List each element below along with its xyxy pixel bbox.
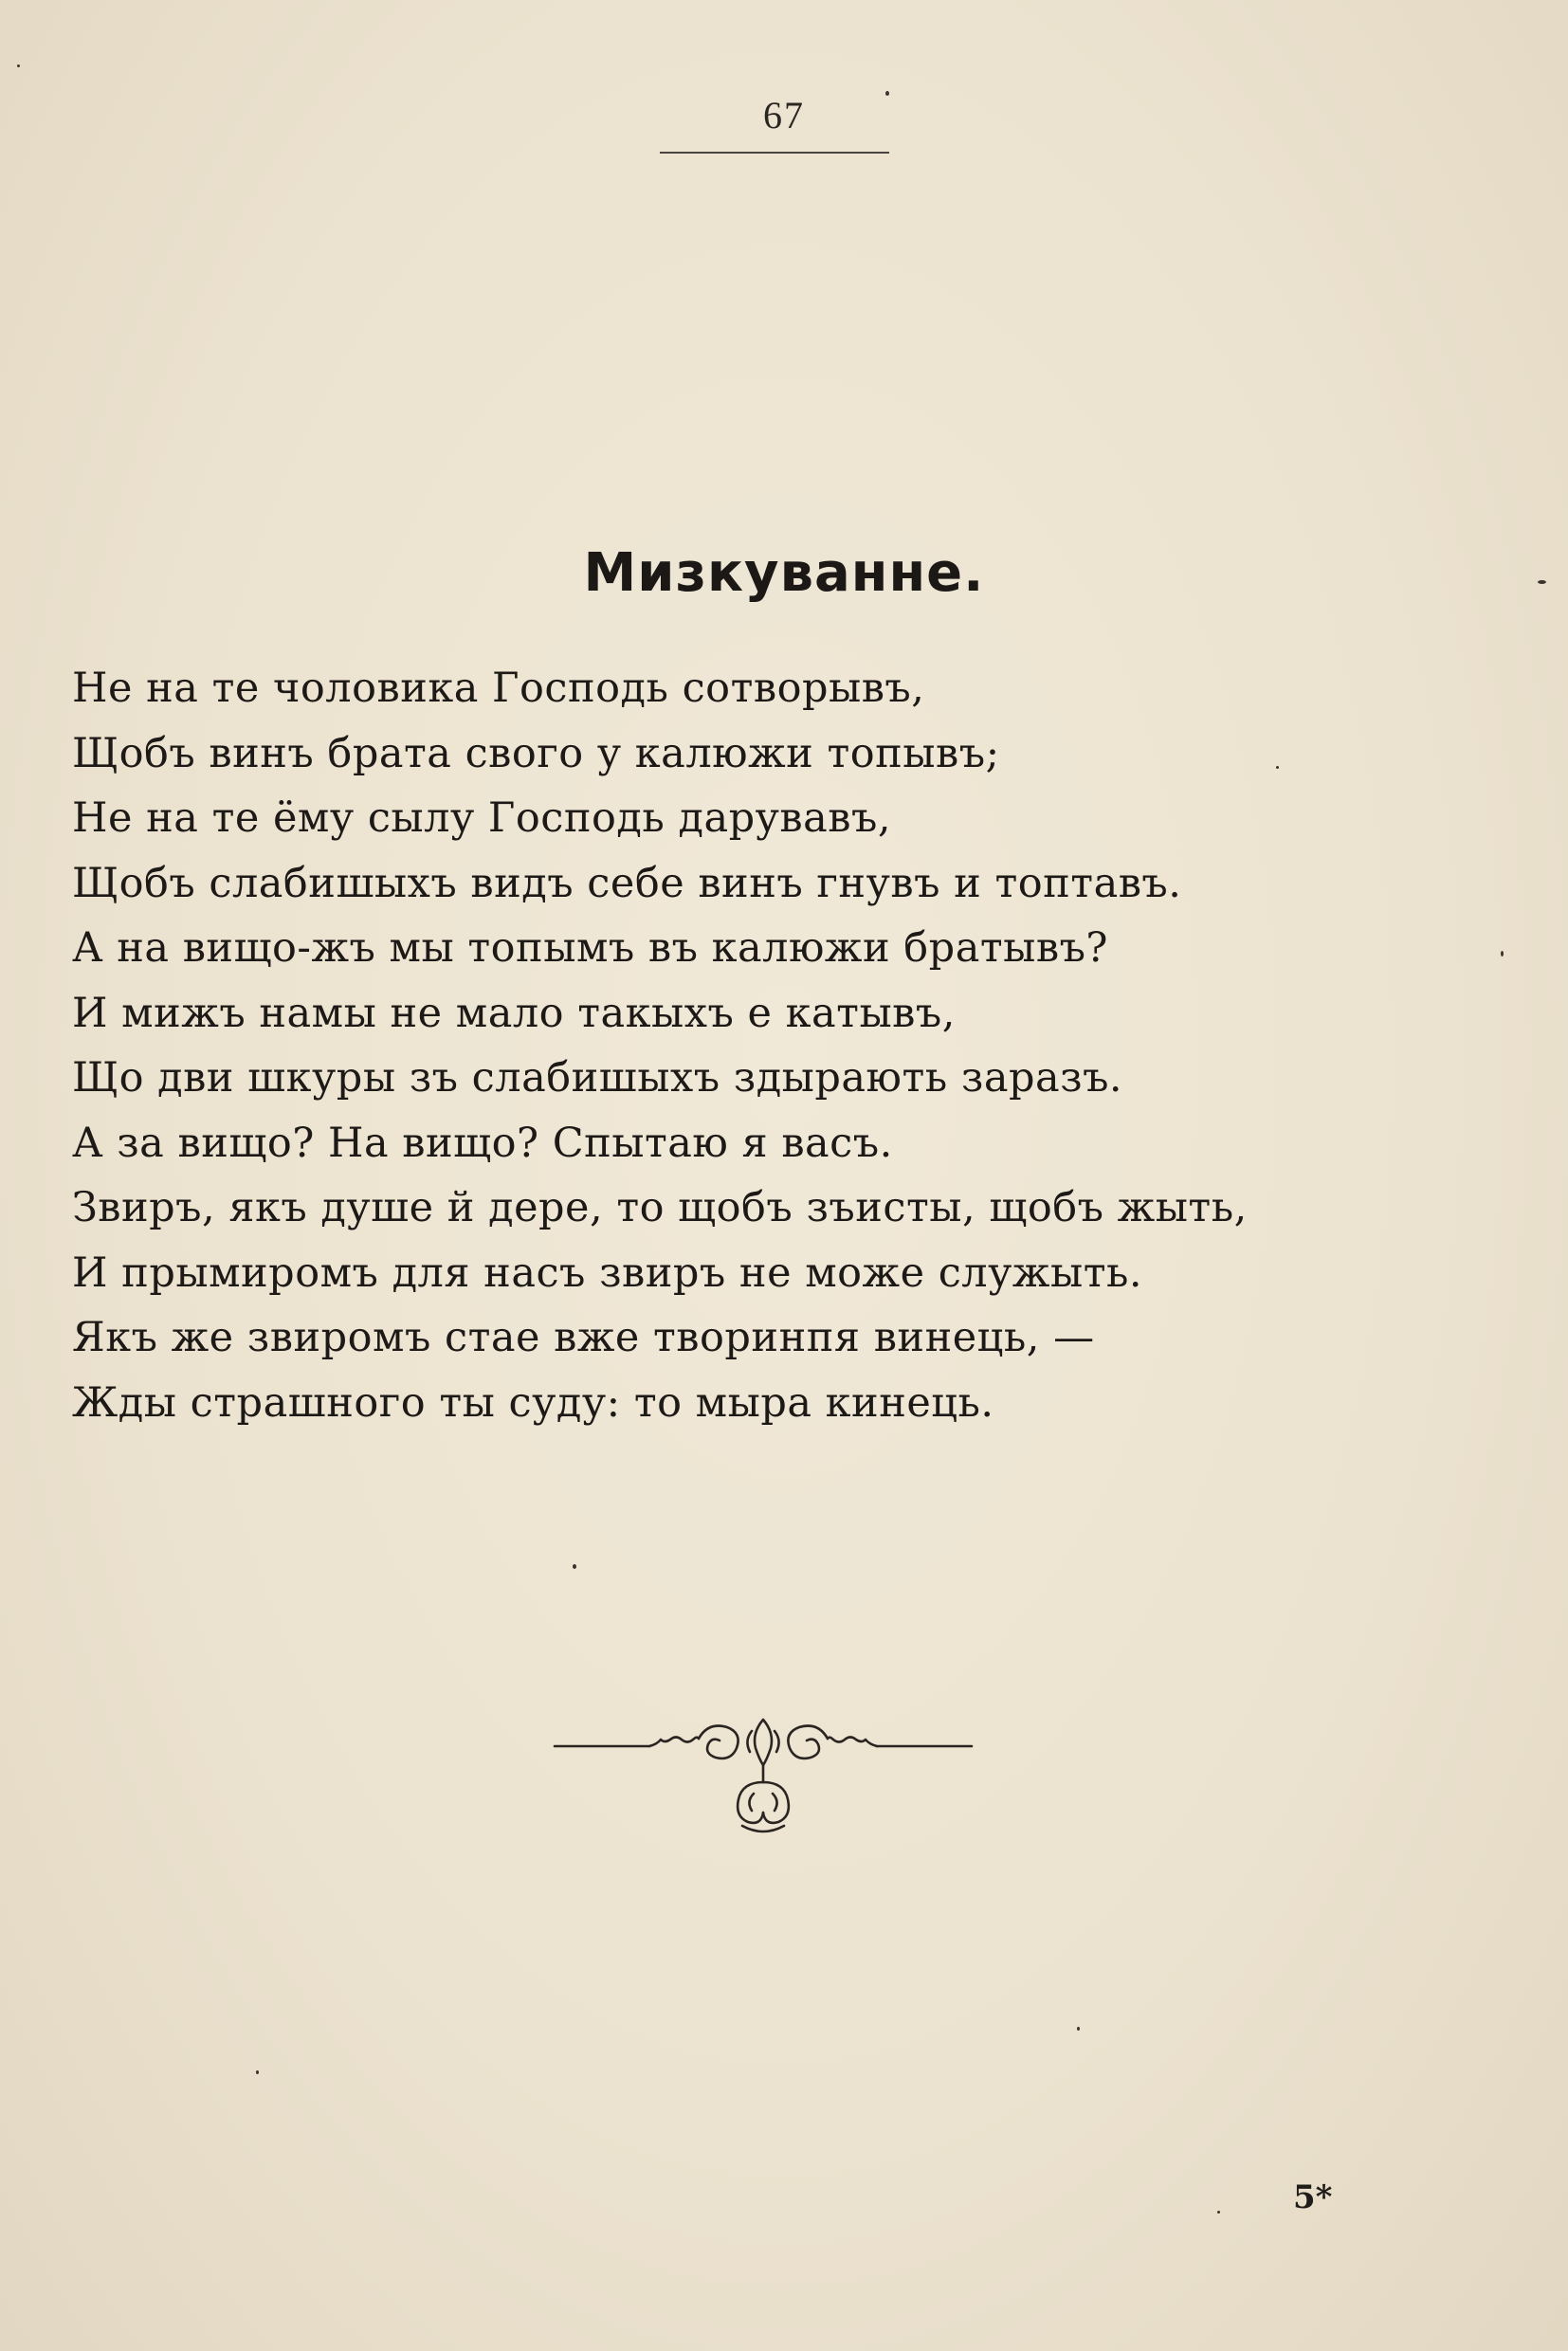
signature-mark: 5* xyxy=(1293,2178,1333,2216)
paper-speck xyxy=(256,2070,259,2074)
poem-line: И прымиромъ для насъ звиръ не може служыть. xyxy=(72,1248,1143,1297)
paper-speck xyxy=(17,64,20,67)
poem-body xyxy=(72,656,1494,1435)
poem-line: Щобъ винъ брата свого у калюжи топывъ; xyxy=(72,729,1000,777)
poem-line: И мижъ намы не мало такыхъ е катывъ, xyxy=(72,989,956,1037)
paper-speck xyxy=(1538,580,1546,584)
header-rule xyxy=(660,152,889,154)
poem-line: А на вищо-жъ мы топымъ въ калюжи братывъ? xyxy=(72,924,1108,972)
page-number: 67 xyxy=(763,94,805,137)
poem-line: Щобъ слабишыхъ видъ себе винъ гнувъ и топтавъ. xyxy=(72,859,1182,907)
scroll-flourish-icon xyxy=(553,1714,974,1856)
paper-speck xyxy=(885,91,889,96)
poem-line: Не на те ёму сылу Господь дарувавъ, xyxy=(72,794,891,842)
paper-speck xyxy=(1276,766,1279,769)
paper-speck xyxy=(573,1564,576,1569)
paper-speck xyxy=(1217,2211,1220,2214)
poem-line: Що дви шкуры зъ слабишыхъ здырають заразъ. xyxy=(72,1054,1123,1102)
poem-line: А за вищо? На вищо? Спытаю я васъ. xyxy=(72,1119,893,1167)
poem-line: Звиръ, якъ душе й дере, то щобъ зъисты, щобъ жыть, xyxy=(72,1184,1248,1231)
paper-speck xyxy=(1077,2027,1080,2031)
poem-line: Жды страшного ты суду: то мыра кинець. xyxy=(72,1378,994,1427)
poem-line: Якъ же звиромъ стае вже творинпя винець, — xyxy=(72,1314,1095,1361)
poem-line: Не на те чоловика Господь сотворывъ, xyxy=(72,665,925,712)
paper-speck xyxy=(1501,951,1504,957)
poem-title: Мизкуванне. xyxy=(583,542,985,604)
